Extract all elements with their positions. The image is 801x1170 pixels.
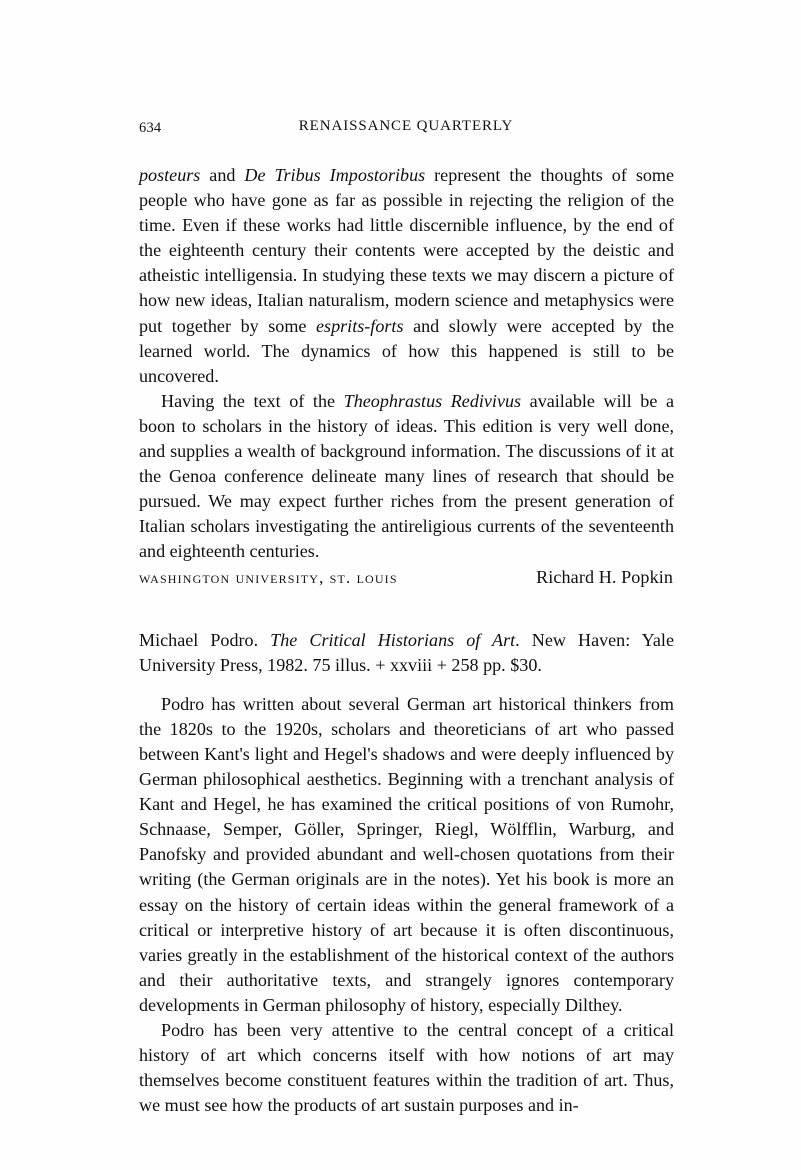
review-one-body: [139, 163, 674, 565]
journal-title: RENAISSANCE QUARTERLY: [298, 118, 514, 134]
page-number: 634: [139, 120, 162, 136]
review-attribution: [139, 565, 674, 590]
paragraph: [139, 1018, 674, 1118]
review-separator: [139, 590, 674, 628]
text-run: Podro has written about several German art historical thinkers from the 1820s to the 1920s, scholars and theoreticians of art who passed between Kant's light and Hegel's shadows and were deeply influenced by German philosophical aesthetics. Beginning with a trenchant analysis of Kant and Hegel, he has examined the critical positions of von Rumohr, Schnaase, Semper, Göller, Springer, Riegl, Wölfflin, Warburg, and Panofsky and provided abundant and well-chosen quotations from their writing (the German originals are in the notes). Yet his book is more an essay on the history of certain ideas within the general framework of a critical or interpretive history of art because it is often discontinuous, varies greatly in the establishment of the historical context of the authors and their authoritative texts, and strangely ignores contemporary developments in German philosophy of history, especially Dilthey.: [139, 693, 674, 1015]
text-run: represent the thoughts of some people who have gone as far as possible in rejecting the religion of the time. Even if these works had little discernible influence, by the end of the eighteenth century their contents were accepted by the deistic and atheistic intelligensia. In studying these texts we may discern a picture of how new ideas, Italian naturalism, modern science and metaphysics were put together by some: [139, 165, 675, 336]
text-run: available will be a boon to scholars in the history of ideas. This edition is very well done, and supplies a wealth of background information. The discussions of it at the Genoa conference delineate many lines of research that should be pursued. We may expect further riches from the present generation of Italian scholars investigating the antireligious currents of the seventeenth and eighteenth centuries.: [139, 390, 674, 562]
paragraph: [139, 163, 674, 389]
reviewer-institution: washington university, st. louis: [139, 567, 398, 587]
italic-run: The Critical Historians of Art: [270, 629, 516, 650]
running-head: [139, 118, 673, 140]
italic-run: De Tribus Impostoribus: [244, 165, 426, 185]
italic-run: posteurs: [139, 165, 201, 185]
italic-run: esprits-forts: [316, 315, 404, 336]
text-run: . New Haven: Yale University Press, 1982. 75 illus. + xxviii + 258 pp. $30.: [139, 629, 674, 675]
text-run: Having the text of the: [161, 390, 344, 411]
paragraph: [139, 692, 674, 1018]
review-two-body: [139, 692, 674, 1119]
reviewer-name: Richard H. Popkin: [536, 566, 673, 587]
paragraph: [139, 389, 674, 565]
text-run: and slowly were accepted by the learned world. The dynamics of how this happened is still to be uncovered.: [139, 315, 674, 386]
text-run: Michael Podro.: [139, 629, 271, 650]
page-text-block: [139, 163, 674, 1118]
citation-spacer: [139, 678, 674, 692]
book-citation: [139, 628, 674, 678]
italic-run: Theophrastus Redivivus: [343, 390, 522, 411]
text-run: and: [200, 165, 245, 185]
text-run: Podro has been very attentive to the central concept of a critical history of art which concerns itself with how notions of art may themselves become constituent features within the tradition of art. Thus, we must see how the products of art sustain purposes and in-: [139, 1020, 674, 1116]
